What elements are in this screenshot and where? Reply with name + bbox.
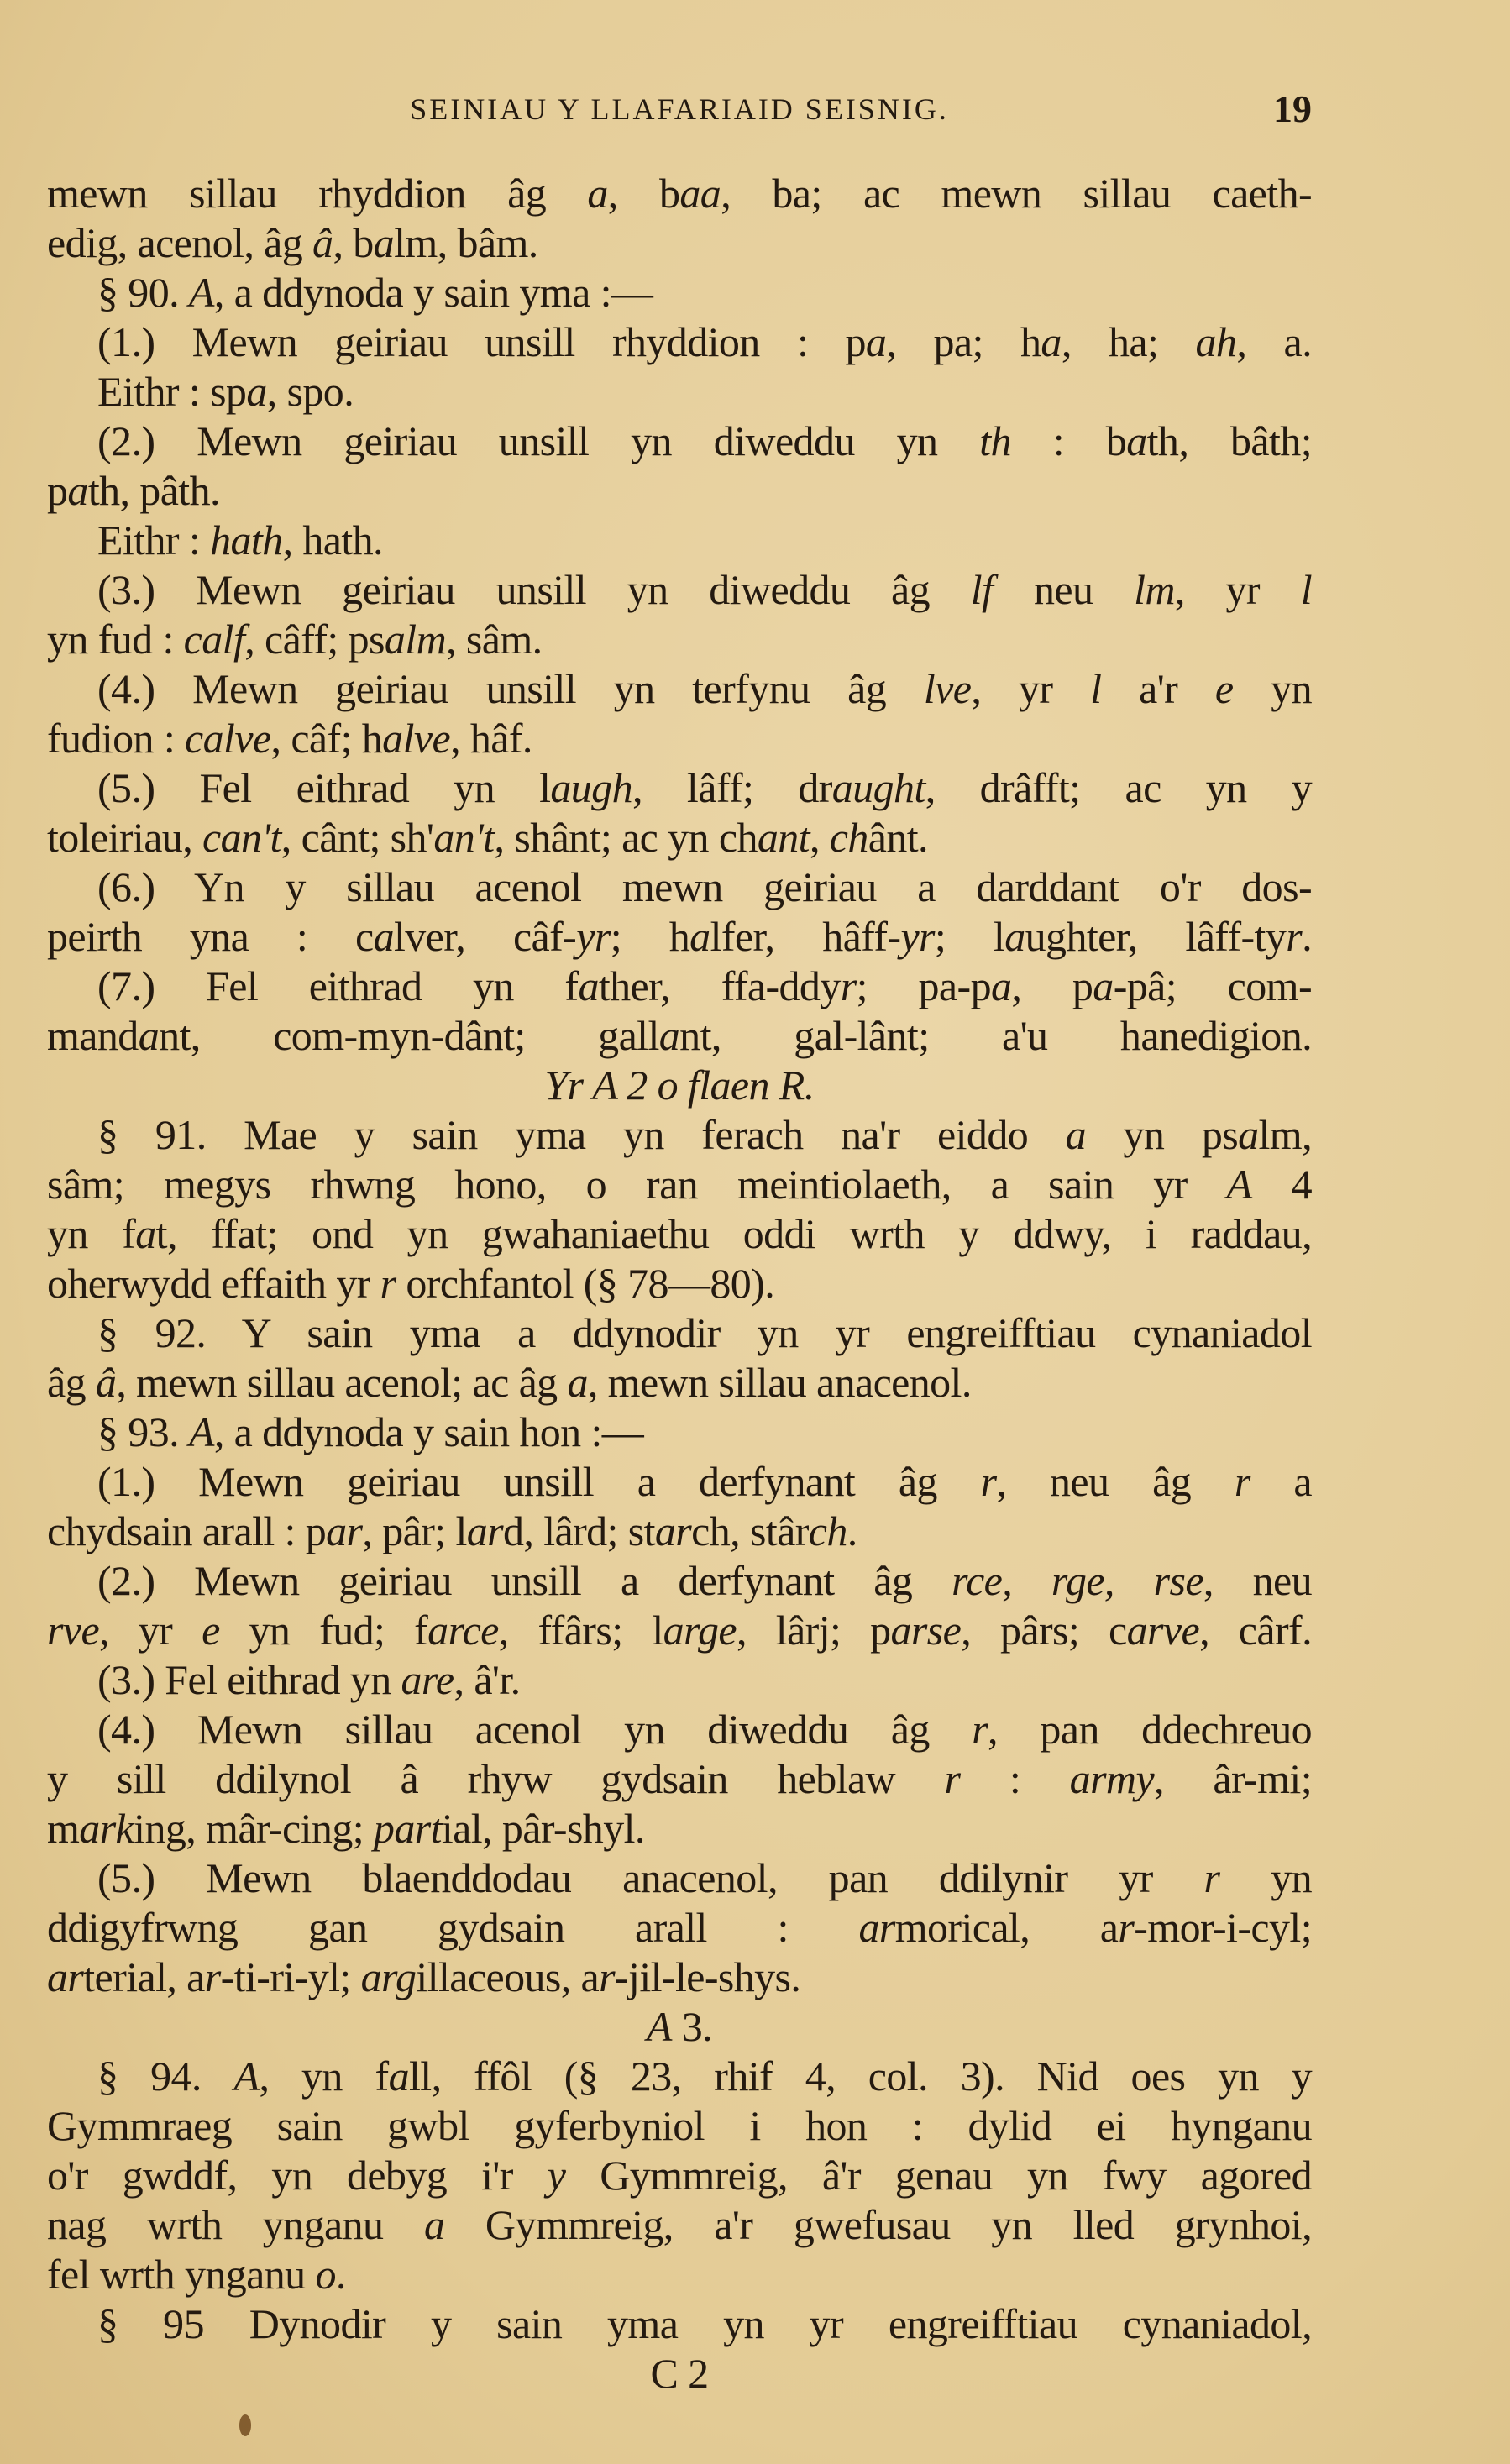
italic-text: ar [858, 1904, 895, 1951]
italic-text: Yr A 2 o flaen R. [544, 1062, 815, 1109]
text-run: ial, pâr-shyl. [441, 1805, 645, 1852]
italic-text: army [1069, 1755, 1155, 1802]
text-line [47, 1209, 1312, 1259]
text-run: , yr [99, 1607, 202, 1654]
text-run: ; l [934, 913, 1005, 960]
text-line [47, 1259, 1312, 1308]
italic-text: a [990, 962, 1012, 1009]
text-line [47, 1705, 1312, 1754]
italic-text: r [1286, 913, 1303, 960]
italic-text: a [388, 2052, 409, 2100]
italic-text: ah [1195, 318, 1237, 365]
italic-text: a [138, 1012, 160, 1059]
italic-text: yr [576, 913, 611, 960]
text-line [47, 268, 1312, 317]
italic-text: r [1203, 1854, 1220, 1901]
italic-text: y [547, 2152, 566, 2199]
text-run: § 91. Mae y sain yma yn ferach na'r eiddo [97, 1111, 1066, 1158]
text-line [47, 218, 1312, 268]
text-run: lm, bâm. [394, 219, 538, 266]
text-line [47, 1606, 1312, 1655]
text-line [47, 169, 1312, 218]
text-run: Gymmraeg sain gwbl gyferbyniol i hon : dylid ei hynganu [47, 2102, 1312, 2149]
text-run: , yr [1174, 566, 1301, 613]
italic-text: a [578, 962, 599, 1009]
text-run: (2.) Mewn geiriau unsill a derfynant âg [97, 1557, 952, 1604]
text-line [47, 516, 1312, 565]
text-run: toleiriau, [47, 814, 203, 861]
text-run: (1.) Mewn geiriau unsill a derfynant âg [97, 1458, 981, 1505]
italic-text: a [423, 2201, 445, 2248]
italic-text: arve [1126, 1607, 1200, 1654]
text-line [47, 2052, 1312, 2101]
text-line [47, 763, 1312, 813]
text-run: , a ddynoda y sain yma :— [213, 269, 653, 316]
text-line [47, 1754, 1312, 1804]
text-run: Eithr : [97, 516, 211, 564]
text-run: , spo. [266, 368, 354, 415]
italic-text: ark [79, 1805, 134, 1852]
text-run: , ha; [1061, 318, 1196, 365]
ink-stain [239, 2414, 251, 2436]
text-run: , a. [1236, 318, 1312, 365]
text-run: , b [607, 170, 680, 217]
text-line [47, 417, 1312, 466]
text-run: y sill ddilynol â rhyw gydsain heblaw [47, 1755, 945, 1802]
text-run: , mewn sillau anacenol. [587, 1359, 972, 1406]
text-run: , pan ddechreuo [988, 1706, 1312, 1753]
text-run: , câf; h [270, 715, 383, 762]
running-head [47, 84, 1312, 134]
text-run: : [960, 1755, 1070, 1802]
text-run: , cânt; sh' [281, 814, 434, 861]
text-line [47, 1358, 1312, 1408]
italic-text: ar [654, 1507, 692, 1554]
text-run: t, ffat; ond yn gwahaniaethu oddi wrth y ddwy, i raddau, [155, 1210, 1312, 1257]
text-run: lm, [1258, 1111, 1312, 1158]
text-run: (4.) Mewn sillau acenol yn diweddu âg [97, 1706, 973, 1753]
text-line [47, 1655, 1312, 1705]
italic-text: lm [1134, 566, 1175, 613]
italic-text: r [380, 1260, 396, 1307]
italic-text: yr [900, 913, 935, 960]
text-line [47, 1953, 1312, 2002]
text-run: yn f [47, 1210, 136, 1257]
text-run: , sâm. [446, 616, 543, 663]
text-run: nt, gal-lânt; a'u hanedigion. [679, 1012, 1313, 1059]
italic-text: a [587, 170, 608, 217]
text-run: ânt. [868, 814, 928, 861]
text-run: , ba; ac mewn sillau caeth- [721, 170, 1313, 217]
italic-text: r [204, 1953, 221, 2000]
italic-text: a [1238, 1111, 1259, 1158]
text-run: ther, ffa-ddy [598, 962, 841, 1009]
text-run: (3.) Mewn geiriau unsill yn diweddu âg [97, 566, 971, 613]
text-run: ughter, lâff-ty [1025, 913, 1287, 960]
text-line [47, 2200, 1312, 2250]
text-line [47, 317, 1312, 367]
italic-text: are [401, 1656, 454, 1703]
text-run: -pâ; com- [1113, 962, 1312, 1009]
text-run: ; h [610, 913, 690, 960]
centered-heading [47, 2002, 1312, 2052]
text-run: (1.) Mewn geiriau unsill rhyddion : p [97, 318, 866, 365]
text-run: -jil-le-shys. [614, 1953, 801, 2000]
text-run: ing, mâr-cing; [134, 1805, 374, 1852]
text-run: (2.) Mewn geiriau unsill yn diweddu yn [97, 417, 980, 464]
text-run: 4 [1251, 1161, 1312, 1208]
italic-text: r [972, 1706, 988, 1753]
text-run: (6.) Yn y sillau acenol mewn geiriau a darddant o'r dos- [97, 863, 1312, 910]
italic-text: A [233, 2052, 260, 2100]
italic-text: hath [210, 516, 283, 564]
text-run: , b [333, 219, 374, 266]
text-run: , a ddynoda y sain hon :— [213, 1408, 644, 1455]
text-run: -ti-ri-yl; [220, 1953, 361, 2000]
text-run: th, bâth; [1146, 417, 1313, 464]
italic-text: e [1214, 665, 1234, 712]
text-line [47, 615, 1312, 664]
text-run: Gymmreig, a'r gwefusau yn lled grynhoi, [444, 2201, 1312, 2248]
text-line [47, 1507, 1312, 1556]
text-run: lfer, hâff- [710, 913, 901, 960]
text-line [47, 1457, 1312, 1507]
text-line [47, 862, 1312, 912]
text-run: § 90. [97, 269, 189, 316]
italic-text: a [1004, 913, 1025, 960]
italic-text: a [373, 219, 395, 266]
italic-text: A [188, 1408, 214, 1455]
italic-text: ar [466, 1507, 504, 1554]
text-run: fudion : [47, 715, 186, 762]
text-run: , p [1011, 962, 1093, 1009]
text-run: § 93. [97, 1408, 189, 1455]
italic-text: A [188, 269, 214, 316]
text-run: oherwydd effaith yr [47, 1260, 380, 1307]
italic-text: an't [433, 814, 495, 861]
text-run: peirth yna : c [47, 913, 374, 960]
text-run: nt, com-myn-dânt; gall [159, 1012, 659, 1059]
italic-text: â [95, 1359, 117, 1406]
italic-text: lf [970, 566, 994, 613]
text-run: a'r [1101, 665, 1215, 712]
text-run: , pa; h [886, 318, 1041, 365]
italic-text: aught [831, 764, 925, 811]
italic-text: r [1234, 1458, 1250, 1505]
italic-text: r [840, 962, 857, 1009]
italic-text: r [599, 1953, 615, 2000]
italic-text: calve [185, 715, 271, 762]
text-run: (5.) Mewn blaenddodau anacenol, pan ddilynir yr [97, 1854, 1204, 1901]
text-line [47, 565, 1312, 615]
text-run: , âr-mi; [1154, 1755, 1312, 1802]
text-line [47, 1408, 1312, 1457]
body-text [47, 169, 1312, 2398]
text-run: yn [1233, 665, 1313, 712]
text-run: d, lârd; st [503, 1507, 655, 1554]
text-run: morical, a [894, 1904, 1119, 1951]
page-number: 19 [1273, 87, 1312, 130]
text-run: , câff; ps [244, 616, 385, 663]
text-run: lver, câf- [393, 913, 577, 960]
text-run: , yn f [259, 2052, 389, 2100]
text-run: , cârf. [1199, 1607, 1312, 1654]
text-run: (4.) Mewn geiriau unsill yn terfynu âg [97, 665, 924, 712]
italic-text: th [979, 417, 1011, 464]
text-run: Gymmreig, â'r genau yn fwy agored [565, 2152, 1313, 2199]
text-run: , hâf. [450, 715, 532, 762]
italic-text: ant [757, 814, 810, 861]
centered-heading [47, 2349, 1312, 2398]
text-run: § 94. [97, 2052, 234, 2100]
italic-text: a [1065, 1111, 1087, 1158]
text-run: , neu [1203, 1557, 1312, 1604]
text-run: chydsain arall : p [47, 1507, 327, 1554]
italic-text: ar [47, 1953, 84, 2000]
italic-text: alve [382, 715, 451, 762]
italic-text: l [1300, 566, 1312, 613]
italic-text: part [373, 1805, 442, 1852]
text-run: (7.) Fel eithrad yn f [97, 962, 579, 1009]
italic-text: a [1041, 318, 1062, 365]
italic-text: a [865, 318, 887, 365]
text-run: (3.) Fel eithrad yn [97, 1656, 401, 1703]
text-line [47, 2151, 1312, 2200]
text-run: illaceous, a [416, 1953, 600, 2000]
text-run: , ffârs; l [498, 1607, 663, 1654]
text-run: th, pâth. [87, 467, 220, 514]
text-run: âg [47, 1359, 96, 1406]
text-run: edig, acenol, âg [47, 219, 313, 266]
text-line [47, 1011, 1312, 1061]
text-line [47, 2299, 1312, 2349]
text-line [47, 1110, 1312, 1160]
text-run: terial, a [83, 1953, 205, 2000]
text-run: , hath. [282, 516, 383, 564]
text-line [47, 1160, 1312, 1209]
text-run: ch, stâr [691, 1507, 809, 1554]
italic-text: a [373, 913, 394, 960]
italic-text: l [1090, 665, 1102, 712]
text-line [47, 1903, 1312, 1953]
italic-text: a [1126, 417, 1147, 464]
text-run: ll, ffôl (§ 23, rhif 4, col. 3). Nid oes yn y [408, 2052, 1312, 2100]
text-run: Eithr : sp [97, 368, 247, 415]
italic-text: a [689, 913, 710, 960]
italic-text: aa [679, 170, 721, 217]
text-line [47, 912, 1312, 962]
italic-text: a [567, 1359, 588, 1406]
text-run: , lâff; dr [632, 764, 832, 811]
text-line [47, 962, 1312, 1011]
text-line [47, 1556, 1312, 1606]
text-run: . [335, 2251, 346, 2298]
text-run: p [47, 467, 68, 514]
italic-text: r [980, 1458, 997, 1505]
text-line [47, 714, 1312, 763]
italic-text: ch [829, 814, 868, 861]
text-run: nag wrth ynganu [47, 2201, 424, 2248]
text-run: ddigyfrwng gan gydsain arall : [47, 1904, 859, 1951]
text-run: , â'r. [454, 1656, 521, 1703]
text-run: , shânt; ac yn ch [494, 814, 758, 861]
text-run: yn fud : [47, 616, 184, 663]
italic-text: rce, rge, rse [952, 1557, 1203, 1604]
italic-text: arce [427, 1607, 499, 1654]
text-line [47, 2250, 1312, 2299]
text-run: ; pa-p [856, 962, 991, 1009]
text-line [47, 813, 1312, 862]
italic-text: arge [663, 1607, 737, 1654]
text-line [47, 664, 1312, 714]
text-run: 3. [671, 2003, 713, 2050]
text-run: , pâr; l [362, 1507, 467, 1554]
text-run: fel wrth ynganu [47, 2251, 316, 2298]
italic-text: â [312, 219, 333, 266]
text-line [47, 367, 1312, 417]
text-run: mewn sillau rhyddion âg [47, 170, 588, 217]
italic-text: ar [326, 1507, 363, 1554]
text-line [47, 466, 1312, 516]
text-run: , mewn sillau acenol; ac âg [116, 1359, 568, 1406]
italic-text: A [1226, 1161, 1252, 1208]
italic-text: a [1093, 962, 1114, 1009]
italic-text: augh [550, 764, 632, 811]
text-run: § 95 Dynodir y sain yma yn yr engreifftiau cynaniadol, [97, 2300, 1312, 2347]
text-run: yn fud; f [219, 1607, 428, 1654]
italic-text: can't [202, 814, 281, 861]
text-run: mand [47, 1012, 139, 1059]
text-run: . [1302, 913, 1313, 960]
text-run: , pârs; c [961, 1607, 1127, 1654]
text-run: , neu âg [996, 1458, 1235, 1505]
text-run: , drâfft; ac yn y [925, 764, 1312, 811]
text-run: m [47, 1805, 80, 1852]
text-run: (5.) Fel eithrad yn l [97, 764, 551, 811]
centered-heading [47, 1061, 1312, 1110]
italic-text: r [1118, 1904, 1135, 1951]
text-run: , [809, 814, 830, 861]
text-run: orchfantol (§ 78—80). [396, 1260, 775, 1307]
italic-text: A [646, 2003, 672, 2050]
italic-text: arse [890, 1607, 962, 1654]
italic-text: arg [360, 1953, 417, 2000]
italic-text: a [246, 368, 267, 415]
text-run: a [1250, 1458, 1312, 1505]
text-run: yn ps [1086, 1111, 1239, 1158]
text-run: : b [1010, 417, 1127, 464]
text-run: sâm; megys rhwng hono, o ran meintiolaeth, a sain yr [47, 1161, 1227, 1208]
text-run: -mor-i-cyl; [1134, 1904, 1312, 1951]
italic-text: calf [183, 616, 245, 663]
italic-text: a [658, 1012, 680, 1059]
text-run: C 2 [650, 2350, 709, 2397]
text-line [47, 1804, 1312, 1853]
italic-text: e [202, 1607, 220, 1654]
italic-text: alm [384, 616, 447, 663]
italic-text: o [315, 2251, 336, 2298]
text-line [47, 1853, 1312, 1903]
text-run: yn [1219, 1854, 1312, 1901]
italic-text: a [67, 467, 88, 514]
italic-text: r [944, 1755, 961, 1802]
running-title: SEINIAU Y LLAFARIAID SEISNIG. [410, 92, 949, 126]
text-run: , lârj; p [737, 1607, 891, 1654]
text-run: neu [993, 566, 1135, 613]
text-run: . [847, 1507, 857, 1554]
text-line [47, 2101, 1312, 2151]
text-run: § 92. Y sain yma a ddynodir yn yr engreifftiau cynaniadol [97, 1309, 1312, 1356]
text-line [47, 1308, 1312, 1358]
italic-text: rve [47, 1607, 100, 1654]
italic-text: a [135, 1210, 156, 1257]
text-run: o'r gwddf, yn debyg i'r [47, 2152, 548, 2199]
italic-text: lve [923, 665, 972, 712]
text-run: , yr [971, 665, 1091, 712]
italic-text: ch [808, 1507, 847, 1554]
